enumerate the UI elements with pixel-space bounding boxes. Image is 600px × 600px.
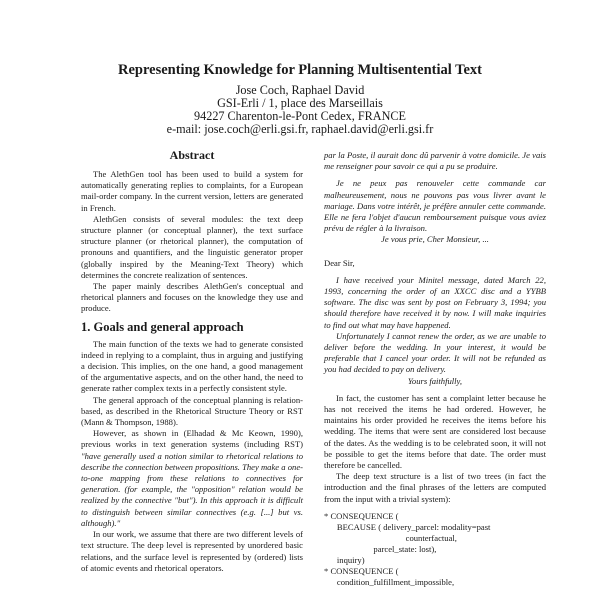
author-names: Jose Coch, Raphael David [235, 83, 365, 97]
french-letter-paragraph: Je ne peux pas renouveler cette commande car malheureusement, nous ne pouvons pas vous livrer avant le mariage. Dans votre intérêt, je préfère annuler cette commande. Elle ne fera l'objet d'aucun remboursement puisque vous aviez prévu de régler à la livraison. [324, 178, 546, 234]
abstract-paragraph: AlethGen consists of several modules: the text deep structure planner (or conceptual planner), the text surface structure planner (or rhetorical planner), the computation of pronouns and quantifiers, and the linguistic generator proper (globally inspired by the Meaning-Text Theory) which determines the concrete realization of sentences. [81, 213, 303, 280]
french-letter-paragraph: par la Poste, il aurait donc dû parvenir à votre domicile. Je vais me renseigner pour savoir ce qui a pu se produire. [324, 150, 546, 172]
body-paragraph: The main function of the texts we had to generate consisted indeed in replying to a complaint, thus in arguing and justifying a decision. This implies, on the one hand, a good management of the argumentative aspects, and on the other hand, the need to generate rather complex texts in a perfectly consistent style. [81, 338, 303, 394]
author-address: 94227 Charenton-le-Pont Cedex, FRANCE [194, 109, 406, 123]
body-paragraph: The deep text structure is a list of two trees (in fact the introduction and the final phrases of the letters are computed from the input with a trivial system): [324, 471, 546, 504]
code-line: counterfactual, [324, 532, 457, 543]
body-paragraph [81, 428, 303, 529]
french-letter-signoff: Je vous prie, Cher Monsieur, ... [381, 234, 489, 245]
code-line: condition_fulfillment_impossible, [324, 576, 455, 587]
body-paragraph: In fact, the customer has sent a complaint letter because he has not received the items he had ordered. However, he maintains his order provided he receives the items before his wedding. The items that were sent are considered lost because of the dates. As the wedding is to be celebrated soon, it will not be possible to get the items before that date. The order must therefore be cancelled. [324, 392, 546, 471]
abstract-heading: Abstract [169, 148, 215, 162]
body-paragraph: The general approach of the conceptual planning is relation-based, as described in the Rhetorical Structure Theory or RST (Mann & Thompson, 1988). [81, 394, 303, 428]
left-column [81, 148, 303, 574]
author-email: e-mail: jose.coch@erli.gsi.fr, raphael.david@erli.gsi.fr [166, 122, 434, 136]
english-letter-paragraph: I have received your Minitel message, dated March 22, 1993, concerning the order of an XXCC disc and a YYBB software. The disc was sent by post on February 3, 1994; you should therefore have received it by now. I will make inquiries to find out what may have happened. [324, 274, 546, 330]
body-paragraph: In our work, we assume that there are two different levels of text structure. The deep level is represented by unordered basic relations, and the surface level is represented by (ordered) lists of atomic events and rhetorical operators. [81, 529, 303, 573]
abstract-paragraph: The AlethGen tool has been used to build a system for automatically generating replies to complaints, for a European mail-order company. In the current version, letters are generated in French. [81, 169, 303, 213]
code-line: inquiry) [324, 554, 365, 565]
english-letter-signoff: Yours faithfully, [407, 375, 463, 386]
author-block [0, 84, 600, 136]
quotation: "have generally used a notion similar to rhetorical relations to describe the connection between propositions. They make a one-to-one mapping from these relations to connectives for generation. (for example, the "opposition" relation would be realized by the connective "but"). In this approach it is difficult to distinguish between similar connectives (e.g. [...] but vs. although)." [81, 450, 303, 528]
author-affiliation: GSI-Erli / 1, place des Marseillais [217, 96, 383, 110]
letter-salutation: Dear Sir, [324, 257, 355, 268]
code-line: * CONSEQUENCE ( [324, 565, 399, 576]
right-column [324, 150, 546, 588]
paper-title: Representing Knowledge for Planning Multisentential Text [118, 62, 482, 78]
english-letter-paragraph: Unfortunately I cannot renew the order, as we are unable to deliver before the wedding. In your interest, it would be preferable that I cancel your order. It will not be refunded as you had decided to pay on delivery. [324, 330, 546, 375]
paragraph-text: However, as shown in (Elhadad & Mc Keown, 1990), previous works in text generation systems (including RST) [81, 428, 303, 450]
code-line: * CONSEQUENCE ( [324, 510, 399, 521]
code-line: parcel_state: lost), [324, 543, 437, 554]
code-line: BECAUSE ( delivery_parcel: modality=past [324, 521, 491, 532]
section-heading: 1. Goals and general approach [81, 319, 244, 334]
abstract-paragraph: The paper mainly describes AlethGen's conceptual and rhetorical planners and focuses on the knowledge they use and produce. [81, 281, 303, 314]
